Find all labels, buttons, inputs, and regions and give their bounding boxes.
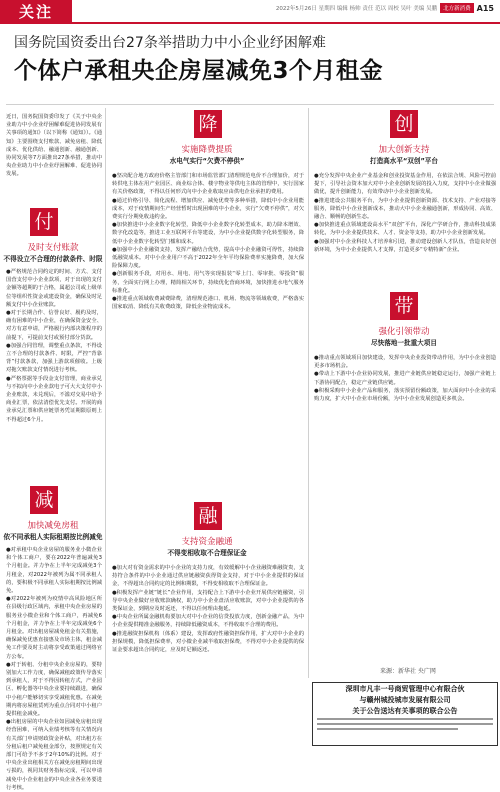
paragraph: ●出租房屋的中央企业如因减免房租出现经营困难，可纳入业绩考核等有关情况向有关部门申请财政资金补贴，对出租方在分租后租户减免租金部分，按照规定有关部门可给予不多于2年10%的比例。对于中央企业出租相关方在减免房租期间出现亏损的，视同其财务指标完成，可以申请减免中小企业租金的中央企业各业务要进行考核。 [6, 719, 102, 791]
section-subtitle: 打造高水平“双创”平台 [369, 157, 438, 165]
section-subtitle: 依不同承租人实际租期按比例减免 [3, 533, 103, 541]
section-char-innovate: 创 [390, 110, 418, 138]
section-title: 及时支付账款 [27, 243, 79, 253]
section-body [6, 268, 102, 480]
paragraph: ●中央企业所属金融机构要加大对中小企业的信贷投放力度，创新金融产品，为中小企业提供精准金融服务，持续降低融资成本，不得收取不合理的费用。 [112, 614, 304, 629]
paragraph: ●对于转租、分租中央企业房屋的，要特别加大工作力度，确保减租政策传导落实到承租人，对于不得因转租方式，产业园区、孵化器等中央企业要持续跟进，确保中小租户能够切实享受减租优惠。在减免期内将房屋租赁列为重点合同对中小租户提供租金减免。 [6, 661, 102, 718]
paragraph: ●推进建设公共服务平台，为中小企业提供创新资源、技术支持、产业对接等服务，降低中小企业创新成本，推动大中小企业融通创新，形成协同、高效、融合、顺畅的创新生态。 [314, 197, 496, 221]
section-badge: 北方新消费 [440, 3, 474, 13]
section-char-pay: 付 [30, 208, 58, 236]
page-number: A15 [476, 3, 494, 13]
paragraph: ●加快推进中小企业数字化转型，降低中小企业数字化转型成本，助力降本增效、数字化改造等，推进工业互联网平台等建设，为中小企业提供数字化转型服务，降低中小企业数字化转型门槛和成本。 [112, 222, 304, 245]
paragraph: ●推动重点领域项目加快建设，发挥中央企业投资带动作用，为中小企业创造更多市场机会。 [314, 355, 496, 370]
section-char-lower: 降 [194, 110, 222, 138]
notice-body-placeholder [317, 718, 493, 730]
header-meta [276, 3, 494, 13]
paragraph: ●创新服务手段，对用水、用电、用气等实现报装“零上门、零审批、零投资”服务，全面实行网上办理，精简相关环节，持续优化营商环境，加快推进水电气服务标准化。 [112, 271, 304, 294]
paragraph: ●推进重点领域收费减费降费，清理规范港口、机场、物流等领域收费，严格落实国家取消、降低有关收费政策，降低企业物流成本。 [112, 296, 304, 311]
intro-paragraph: 近日，国务院国资委印发了《关于中央企业助力中小企业纾困解难促进协同发展有关事项的通知》（以下简称《通知》）。《通知》主要围绕支付账款、减免房租、降低成本、优化供给、融通创新、融通创新、协同发展等7方面推出27条举措，推动中央企业助力中小企业纾困解难、促进协同发展。 [6, 114, 102, 178]
paragraph: ●充分发挥中央企业产业基金和创业投资基金作用，在依法合规、风险可控前提下，引导社会资本加大对中小企业创新发展的投入力度，支持中小企业做强做优，提升创新能力，有效带动中小企业创新发展。 [314, 173, 496, 196]
notice-title-3: 关于公告送达有关事项的联合公告 [352, 707, 458, 715]
section-title: 实施降费提质 [181, 145, 233, 155]
column-divider [105, 108, 106, 678]
section-body [314, 354, 496, 654]
section-title: 强化引领带动 [378, 327, 430, 337]
paragraph: ●加强对中小企业科技人才培养和引进，推动建设创新人才队伍，营造良好创新环境，为中小企业提供人才支撑，打造更多“专精特新”企业。 [314, 238, 496, 253]
section-char-reduce: 减 [30, 486, 58, 514]
notice-title-2: 与赣州城投城市发展有限公司 [359, 696, 451, 704]
paragraph: ●加强中小企业融资支持，发挥产融结合优势，提高中小企业融资可得性，持续降低融资成本。对中小企业用户不高于2022年全年平均保险费率实施降费，加大保险保障力度。 [112, 246, 304, 270]
section-char-finance: 融 [194, 502, 222, 530]
paragraph: ●严格规范合同约定的时间、方式、支付国营支付中小企业款项，对于出现的支付金额等超期的于合格，属超公司或上级单位等组织性资金或建设资金，确保及时足额支付中小企业账款。 [6, 269, 102, 308]
section-subtitle: 水电气实行“欠费不停供” [169, 157, 245, 165]
notice-title-1: 深圳市凡丰一号商贸管理中心有限合伙 [345, 685, 465, 693]
paragraph: ●积极采购中小企业产品和服务，落实预留份额政策，加大面向中小企业的采购力度，扩大中小企业市场份额，为中小企业发展创造更多机会。 [314, 387, 496, 403]
section-title: 加大创新支持 [378, 145, 430, 155]
paragraph: ●带动上下游中小企业协同发展，推进产业链供应链稳定运行，加强产业链上下游协同配合，稳定产业链供应链。 [314, 371, 496, 386]
section-subtitle: 尽快落地一批重大项目 [371, 339, 437, 347]
notice-text-line [317, 723, 493, 725]
paragraph: ●对于长期合作、信誉良好、履约及时，确有困难的中小企业，在确保资金安全、对方有意申请，严格履行内部决策程序的前提下，可提前支付或预付部分货款。 [6, 310, 102, 341]
section-body [6, 546, 102, 791]
section-tag: 关注 [0, 0, 72, 24]
legal-notice-box [312, 682, 498, 746]
section-subtitle: 不得设立不合理的付款条件、时限 [3, 255, 103, 263]
paragraph: ●对承租中央企业房屋的服务业小微企业和个体工商户，要在2022年普遍减免3个月租金。并力争在上半年完成减免3个月租金，对2022年被列为属不同承租人的，要积极不同承租人实际租期按比例减免。 [6, 547, 102, 595]
paragraph: ●严格票据等手段金支付管理，商业承兑与不拟向中小企业款电子可大大支付中小企业账款，未兑现后，不滥对交易中给予商业汇票，依法清偿优先支付。开展的商业承兑汇票和供应链票务凭证期限原则上不得超过6个月。 [6, 375, 102, 423]
section-body [112, 564, 304, 746]
paragraph: ●加快推进重点领域建设高水平“双创”平台，深化产学研合作，推动科技成果转化，为中小企业提供技术、人才、资金等支持，助力中小企业创新发展。 [314, 222, 496, 237]
notice-text-line [317, 718, 493, 720]
paragraph: ●积极发挥产业链“链长”企业作用，支持配合上下游中小企业开展供应链融资，引导中央企业做好应收账款确权，助力中小企业盘活应收账款，对中小企业提供的各类保证金，到期应及时返还，不得以任何理由拖延。 [112, 589, 304, 613]
issue-info: 2022年5月26日 星期四 编辑 杨帅 责任 范以 周校 吴叶 美编 吴鹏 [275, 6, 438, 12]
paragraph: ●坚决配合地方政府价格主管部门和市场监管部门清理规范电价不合理加价，对于转供电主体在用产业园区、商业综合体、楼宇物业等供电主体的管理中，实行国家有关价格政策，不得以任何形式向中小企业收取应由供电企业承担的费用。 [112, 173, 304, 196]
paragraph: ●推进融资担保机构（体系）建设，发挥政府性融资担保作用，扩大对中小企业的担保规模，降低担保费率，对小微企业减半收取担保费，不得对中小企业提供的保证金要求超出合同约定，应及时足额返还。 [112, 630, 304, 654]
headline-divider [6, 104, 494, 105]
section-title: 加快减免房租 [27, 521, 79, 531]
subheadline: 国务院国资委出台27条举措助力中小企业纾困解难 [14, 35, 326, 51]
paragraph: ●加强合同管理，调整重点条款，不得设立不合理的付款条件、时限，严控“背靠背”付款条款，加强上游款项催收。上级对拖欠账款支付情况进行考核。 [6, 342, 102, 374]
section-title: 支持资金融通 [181, 537, 233, 547]
paragraph: ●加大对有资金需求的中小企业的支持力度，有效缓解中小企业融资难融资贵，支持符合条件的中小企业通过供应链融资获得资金支持，对于中小企业提供的保证金，不得超出合同约定的比例和期限，不得变相收取不合理保证金。 [112, 565, 304, 588]
section-body [112, 172, 304, 484]
column-divider [308, 108, 309, 678]
notice-text-line [317, 728, 458, 730]
paragraph: ●通过价格引导、简化流程、增加供应、减免优费等多种举措，降低中小企业用能成本，对于疫情期间生产经营暂时出现困难的中小企业，实行“欠费不停供”，对欠费实行分期免收违约金。 [112, 197, 304, 221]
source-credit: 来源：新华社 央广网 [380, 668, 436, 675]
section-body [314, 172, 496, 284]
headline: 个体户承租央企房屋减免3个月租金 [14, 58, 384, 84]
header-rule [72, 22, 500, 24]
section-char-lead: 带 [390, 292, 418, 320]
paragraph: ●对2022年被列为疫情中高风险地区所在县级行政区域内，承租中央企业房屋的服务业小微企业和个体工商户，再减免6个月租金，并力争在上半年完成减免6个月租金。对出租房屋减免租金有关措施，确保减免优惠直接惠及市场主体，租金减免工作要及时主动将享受政策通过网络官方公布。 [6, 596, 102, 660]
section-subtitle: 不得变相收取不合理保证金 [167, 549, 247, 557]
